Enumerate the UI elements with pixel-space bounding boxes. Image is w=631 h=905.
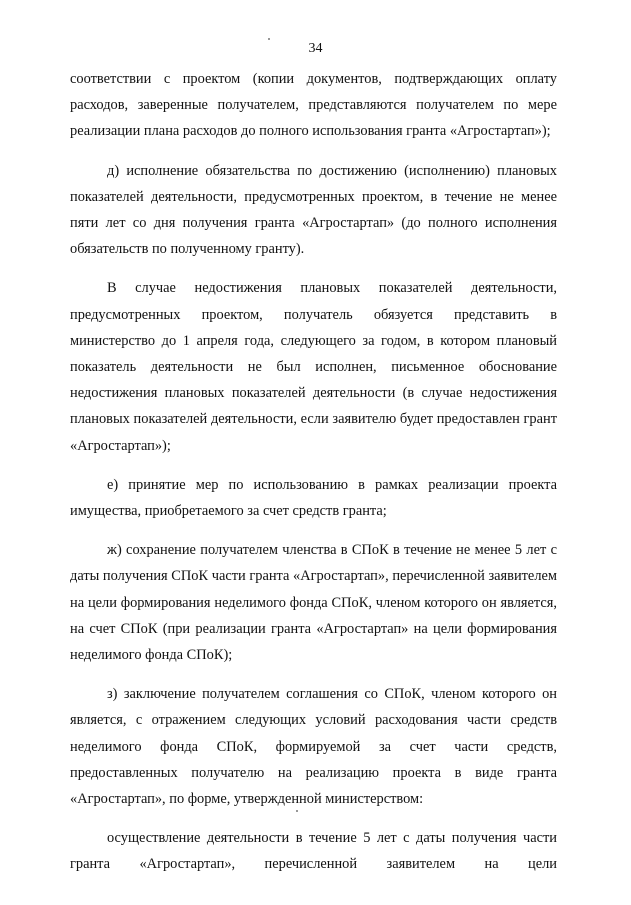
paragraph-item-e: е) принятие мер по использованию в рамках реализации проекта имущества, приобретаемого за счет средств гранта; [70, 476, 557, 520]
paragraph-activity-condition: осуществление деятельности в течение 5 лет с даты получения части гранта «Агростартап», перечисленной заявителем на цели [70, 830, 557, 873]
page-number: 34 [308, 41, 323, 56]
paragraph-continuation: соответствии с проектом (копии документов, подтверждающих оплату расходов, заверенные получателем, представляются получателем по мере реализации плана расходов до полного использования гранта «Агростартап»); [70, 71, 557, 140]
paragraph-item-d: д) исполнение обязательства по достижению (исполнению) плановых показателей деятельности, предусмотренных проектом, в течение не менее пяти лет со дня получения гранта «Агростартап» (до полного исполнения обязательств по полученному гранту). [70, 162, 557, 258]
scan-speck [296, 810, 298, 812]
paragraph-item-zh: ж) сохранение получателем членства в СПоК в течение не менее 5 лет с даты получения СПоК части гранта «Агростартап», перечисленной заявителем на цели формирования неделимого фонда СПоК, членом которого он является, на счет СПоК (при реализации гранта «Агростартап» на цели формирования неделимого фонда СПоК); [70, 542, 557, 664]
scan-speck [268, 38, 270, 40]
paragraph-failure-case: В случае недостижения плановых показателей деятельности, предусмотренных проектом, получатель обязуется представить в министерство до 1 апреля года, следующего за годом, в котором плановый показатель деятельности не был исполнен, письменное обоснование недостижения плановых показателей деятельности (в случае недостижения плановых показателей деятельности, если заявителю будет предоставлен грант «Агростартап»); [70, 280, 557, 454]
paragraph-item-z: з) заключение получателем соглашения со СПоК, членом которого он является, с отражением следующих условий расходования части средств неделимого фонда СПоК, формируемой за счет части средств, предоставленных получателю на реализацию проекта в виде гранта «Агростартап», по форме, утвержденной министерством: [70, 686, 557, 808]
document-body [70, 66, 557, 891]
